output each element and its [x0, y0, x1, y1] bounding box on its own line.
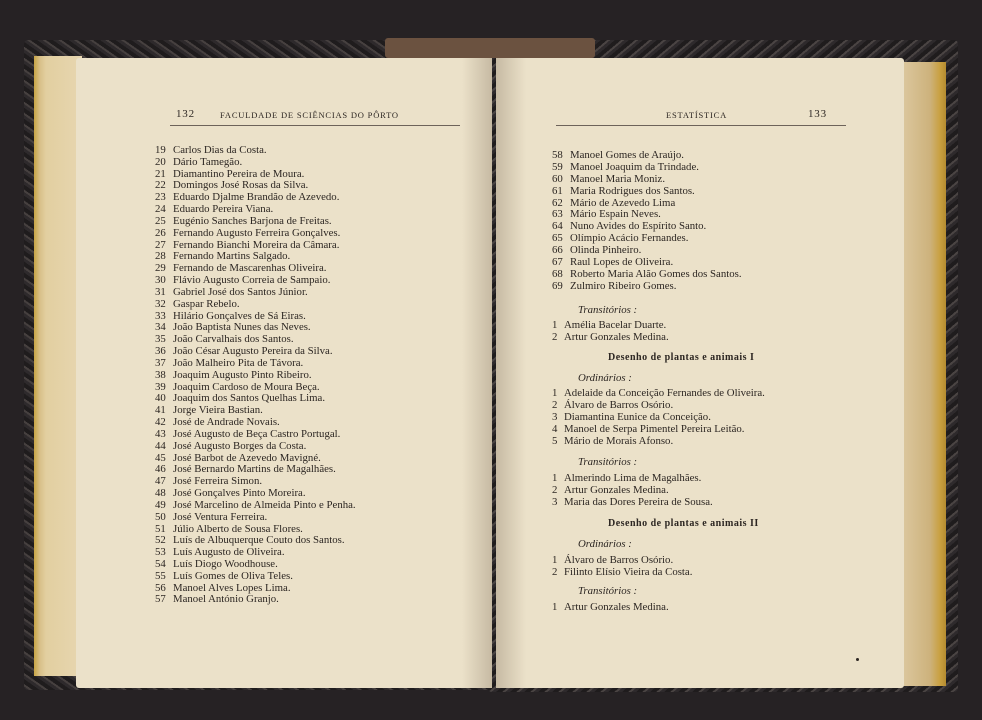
entry-number: 64 [552, 220, 563, 233]
entry-number: 55 [155, 569, 166, 582]
entry-name: Hilário Gonçalves de Sá Eiras. [173, 309, 306, 322]
entry-number: 43 [155, 427, 166, 440]
entry-number: 4 [552, 422, 558, 435]
header-rule [170, 125, 460, 126]
entry-number: 50 [155, 510, 166, 523]
entry-name: Manoel Alves Lopes Lima. [173, 581, 291, 594]
entry-number: 3 [552, 495, 558, 508]
entry-name: Artur Gonzales Medina. [564, 330, 669, 343]
entry-number: 58 [552, 149, 563, 161]
entry-number: 22 [155, 179, 166, 192]
entry-name: Zulmiro Ribeiro Gomes. [570, 279, 677, 292]
right-student-list [552, 150, 892, 293]
right-page-number: 133 [808, 108, 827, 120]
entry-number: 30 [155, 274, 166, 287]
list-item [552, 602, 892, 614]
entry-number: 26 [155, 226, 166, 239]
right-running-head: ESTATÍSTICA [666, 110, 728, 120]
list-item [552, 567, 892, 579]
entry-number: 48 [155, 487, 166, 500]
entry-number: 42 [155, 416, 166, 429]
entry-name: Maria Rodrigues dos Santos. [570, 184, 695, 197]
entry-name: Artur Gonzales Medina. [564, 601, 669, 613]
entry-name: Gabriel José dos Santos Júnior. [173, 285, 308, 298]
section-title-plantas-i: Desenho de plantas e animais I [608, 352, 755, 363]
entry-name: Amélia Bacelar Duarte. [564, 319, 667, 331]
entry-number: 20 [155, 155, 166, 168]
entry-name: Gaspar Rebelo. [173, 297, 240, 310]
entry-name: Olímpio Acácio Fernandes. [570, 232, 689, 245]
entry-number: 1 [552, 554, 558, 566]
entry-name: Luís Gomes de Oliva Teles. [173, 569, 293, 582]
entry-number: 2 [552, 398, 558, 411]
entry-name: Eugénio Sanches Barjona de Freitas. [173, 214, 332, 227]
left-student-list [155, 145, 475, 606]
entry-number: 33 [155, 309, 166, 322]
entry-number: 38 [155, 368, 166, 381]
entry-name: Olinda Pinheiro. [570, 244, 642, 257]
entry-name: Fernando Martins Salgado. [173, 250, 291, 263]
entry-number: 60 [552, 172, 563, 185]
entry-number: 40 [155, 392, 166, 405]
list-item [552, 281, 892, 293]
entry-number: 53 [155, 546, 166, 559]
entry-name: Roberto Maria Alão Gomes dos Santos. [570, 267, 742, 280]
entry-number: 45 [155, 451, 166, 464]
entry-name: Luís Augusto de Oliveira. [173, 546, 285, 559]
list-item [552, 332, 892, 344]
entry-name: João Malheiro Pita de Távora. [173, 356, 304, 369]
ink-speck [856, 658, 859, 661]
entry-name: Raul Lopes de Oliveira. [570, 256, 674, 269]
entry-number: 1 [552, 387, 558, 399]
entry-name: José Gonçalves Pinto Moreira. [173, 487, 306, 500]
entry-name: José Bernardo Martins de Magalhães. [173, 463, 336, 476]
entry-number: 37 [155, 356, 166, 369]
page-edges-left [34, 56, 82, 676]
entry-number: 63 [552, 208, 563, 221]
entry-name: Dário Tamegão. [173, 155, 243, 168]
list-item [552, 436, 892, 448]
entry-number: 24 [155, 203, 166, 216]
entry-name: Nuno Avides do Espírito Santo. [570, 220, 707, 233]
entry-number: 62 [552, 196, 563, 209]
entry-name: Almerindo Lima de Magalhães. [564, 472, 702, 484]
left-page-number: 132 [176, 108, 195, 120]
entry-number: 1 [552, 601, 558, 613]
entry-name: Álvaro de Barros Osório. [564, 398, 674, 411]
entry-name: Eduardo Pereira Viana. [173, 203, 274, 216]
entry-number: 49 [155, 498, 166, 511]
transitorios-list [552, 602, 892, 614]
entry-name: Luís Diogo Woodhouse. [173, 557, 278, 570]
entry-number: 2 [552, 330, 558, 343]
entry-name: José Marcelino de Almeida Pinto e Penha. [173, 498, 356, 511]
transitorios-list [552, 473, 892, 509]
entry-number: 35 [155, 333, 166, 346]
entry-name: João Carvalhais dos Santos. [173, 333, 294, 346]
entry-name: Adelaide da Conceição Fernandes de Oliveira. [564, 387, 765, 399]
entry-number: 52 [155, 534, 166, 547]
entry-number: 31 [155, 285, 166, 298]
entry-name: Manoel de Serpa Pimentel Pereira Leitão. [564, 422, 745, 435]
entry-number: 36 [155, 345, 166, 358]
entry-name: Eduardo Djalme Brandão de Azevedo. [173, 191, 340, 204]
entry-name: Diamantino Pereira de Moura. [173, 167, 305, 180]
entry-name: Domingos José Rosas da Silva. [173, 179, 309, 192]
section-title-plantas-ii: Desenho de plantas e animais II [608, 518, 759, 529]
entry-number: 3 [552, 410, 558, 423]
entry-name: Joaquim dos Santos Quelhas Lima. [173, 392, 326, 405]
entry-number: 29 [155, 262, 166, 275]
entry-number: 19 [155, 144, 166, 156]
entry-name: Manoel Maria Moniz. [570, 172, 666, 185]
entry-name: Joaquim Augusto Pinto Ribeiro. [173, 368, 312, 381]
entry-name: João César Augusto Pereira da Silva. [173, 345, 333, 358]
entry-name: Júlio Alberto de Sousa Flores. [173, 522, 303, 535]
entry-number: 34 [155, 321, 166, 334]
header-rule [556, 125, 846, 126]
entry-number: 56 [155, 581, 166, 594]
entry-name: Filinto Elísio Vieira da Costa. [564, 565, 693, 578]
entry-name: Mário de Azevedo Lima [570, 196, 676, 209]
entry-name: Mário Espain Neves. [570, 208, 661, 221]
entry-number: 1 [552, 472, 558, 484]
entry-number: 67 [552, 256, 563, 269]
entry-name: José Barbot de Azevedo Mavigné. [173, 451, 321, 464]
entry-name: José Augusto Borges da Costa. [173, 439, 307, 452]
entry-name: Álvaro de Barros Osório. [564, 554, 674, 566]
entry-name: Manoel António Granjo. [173, 593, 279, 606]
entry-name: João Baptista Nunes das Neves. [173, 321, 311, 334]
entry-number: 54 [155, 557, 166, 570]
entry-number: 68 [552, 267, 563, 280]
entry-number: 5 [552, 434, 558, 447]
gutter-shadow-right [496, 58, 526, 688]
entry-number: 1 [552, 319, 558, 331]
entry-number: 2 [552, 483, 558, 496]
entry-number: 44 [155, 439, 166, 452]
entry-number: 41 [155, 404, 166, 417]
entry-number: 47 [155, 475, 166, 488]
entry-name: Luís de Albuquerque Couto dos Santos. [173, 534, 345, 547]
entry-name: José Augusto de Beça Castro Portugal. [173, 427, 341, 440]
entry-name: Manoel Gomes de Araújo. [570, 149, 684, 161]
entry-name: Carlos Dias da Costa. [173, 144, 267, 156]
entry-name: Fernando de Mascarenhas Oliveira. [173, 262, 327, 275]
left-page [76, 58, 492, 688]
entry-name: Manoel Joaquim da Trindade. [570, 160, 699, 173]
entry-name: José Ferreira Simon. [173, 475, 263, 488]
transitorios-heading: Transitórios : [578, 304, 638, 316]
list-item [155, 594, 475, 606]
entry-number: 65 [552, 232, 563, 245]
entry-number: 32 [155, 297, 166, 310]
book-spine [385, 38, 595, 58]
entry-number: 23 [155, 191, 166, 204]
entry-number: 57 [155, 593, 166, 606]
entry-name: Artur Gonzales Medina. [564, 483, 669, 496]
entry-name: Maria das Dores Pereira de Sousa. [564, 495, 713, 508]
ordinarios-list [552, 555, 892, 579]
entry-number: 51 [155, 522, 166, 535]
page-edges-right [900, 62, 946, 686]
entry-number: 46 [155, 463, 166, 476]
list-item [552, 497, 892, 509]
ordinarios-heading: Ordinários : [578, 372, 632, 384]
ordinarios-heading: Ordinários : [578, 538, 632, 550]
entry-number: 59 [552, 160, 563, 173]
entry-name: Jorge Vieira Bastian. [173, 404, 263, 417]
left-page-header [170, 108, 460, 126]
entry-number: 66 [552, 244, 563, 257]
entry-name: Fernando Augusto Ferreira Gonçalves. [173, 226, 341, 239]
entry-number: 28 [155, 250, 166, 263]
entry-number: 2 [552, 565, 558, 578]
entry-number: 61 [552, 184, 563, 197]
entry-number: 25 [155, 214, 166, 227]
transitorios-heading: Transitórios : [578, 456, 638, 468]
entry-name: José Ventura Ferreira. [173, 510, 268, 523]
right-page-header [556, 108, 846, 126]
entry-number: 39 [155, 380, 166, 393]
entry-name: Joaquim Cardoso de Moura Beça. [173, 380, 320, 393]
entry-name: José de Andrade Novais. [173, 416, 280, 429]
entry-number: 21 [155, 167, 166, 180]
entry-name: Flávio Augusto Correia de Sampaio. [173, 274, 331, 287]
entry-name: Fernando Bianchi Moreira da Câmara. [173, 238, 340, 251]
entry-name: Mário de Morais Afonso. [564, 434, 674, 447]
entry-number: 69 [552, 279, 563, 292]
entry-name: Diamantina Eunice da Conceição. [564, 410, 711, 423]
right-page [496, 58, 904, 688]
entry-number: 27 [155, 238, 166, 251]
left-running-head: FACULDADE DE SCIÊNCIAS DO PÔRTO [220, 110, 399, 120]
transitorios-heading: Transitórios : [578, 585, 638, 597]
transitorios-list [552, 320, 892, 344]
ordinarios-list [552, 388, 892, 447]
